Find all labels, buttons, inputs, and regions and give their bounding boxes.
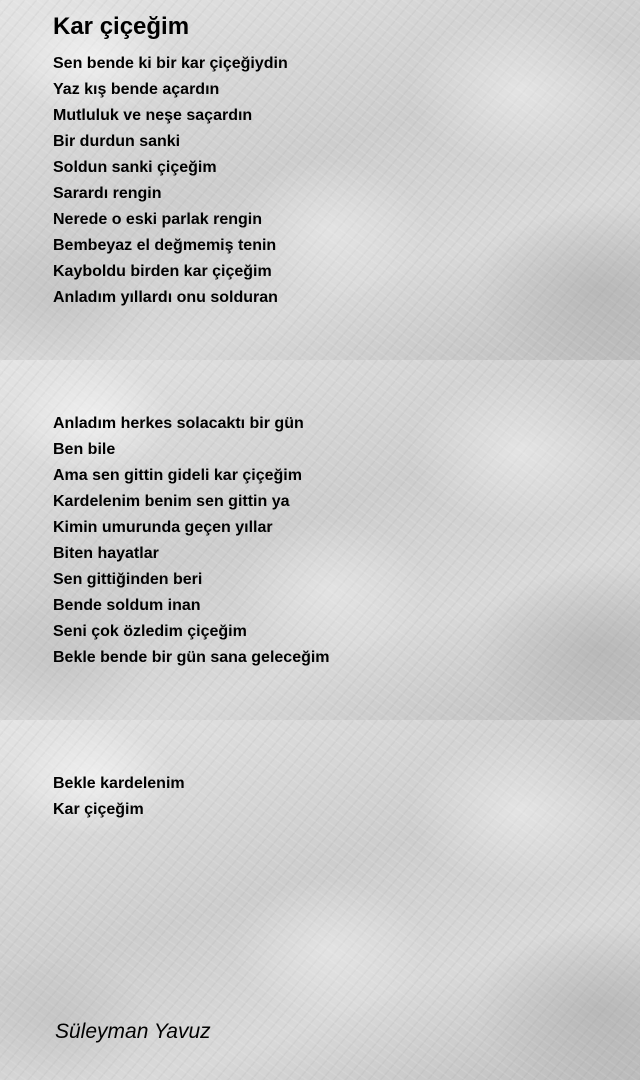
poem-line: Kimin umurunda geçen yıllar — [53, 519, 273, 536]
poem-line: Ben bile — [53, 441, 116, 458]
poem-line: Anladım herkes solacaktı bir gün — [53, 415, 304, 432]
stanza-2 — [53, 411, 330, 671]
poem-line: Sen gittiğinden beri — [53, 571, 203, 588]
poem-line: Kar çiçeğim — [53, 801, 144, 818]
poem-line: Soldun sanki çiçeğim — [53, 159, 217, 176]
stanza-1 — [53, 51, 288, 311]
poem-line: Nerede o eski parlak rengin — [53, 211, 262, 228]
poem-line: Seni çok özledim çiçeğim — [53, 623, 247, 640]
poem-line: Kayboldu birden kar çiçeğim — [53, 263, 272, 280]
poem-title: Kar çiçeğim — [53, 13, 190, 40]
poem-line: Yaz kış bende açardın — [53, 81, 220, 98]
poem-line: Bembeyaz el değmemiş tenin — [53, 237, 277, 254]
poem-line: Sen bende ki bir kar çiçeğiydin — [53, 55, 288, 72]
poem-line: Ama sen gittin gideli kar çiçeğim — [53, 467, 302, 484]
poem-line: Bende soldum inan — [53, 597, 201, 614]
poem-line: Bekle kardelenim — [53, 775, 185, 792]
poem-line: Sarardı rengin — [53, 185, 162, 202]
poem-line: Kardelenim benim sen gittin ya — [53, 493, 290, 510]
poem-line: Bir durdun sanki — [53, 133, 181, 150]
poem-line: Mutluluk ve neşe saçardın — [53, 107, 253, 124]
poem-line: Biten hayatlar — [53, 545, 159, 562]
poem-line: Anladım yıllardı onu solduran — [53, 289, 278, 306]
poem-author: Süleyman Yavuz — [55, 1020, 211, 1043]
poem-line: Bekle bende bir gün sana geleceğim — [53, 649, 330, 666]
stanza-3 — [53, 771, 185, 823]
